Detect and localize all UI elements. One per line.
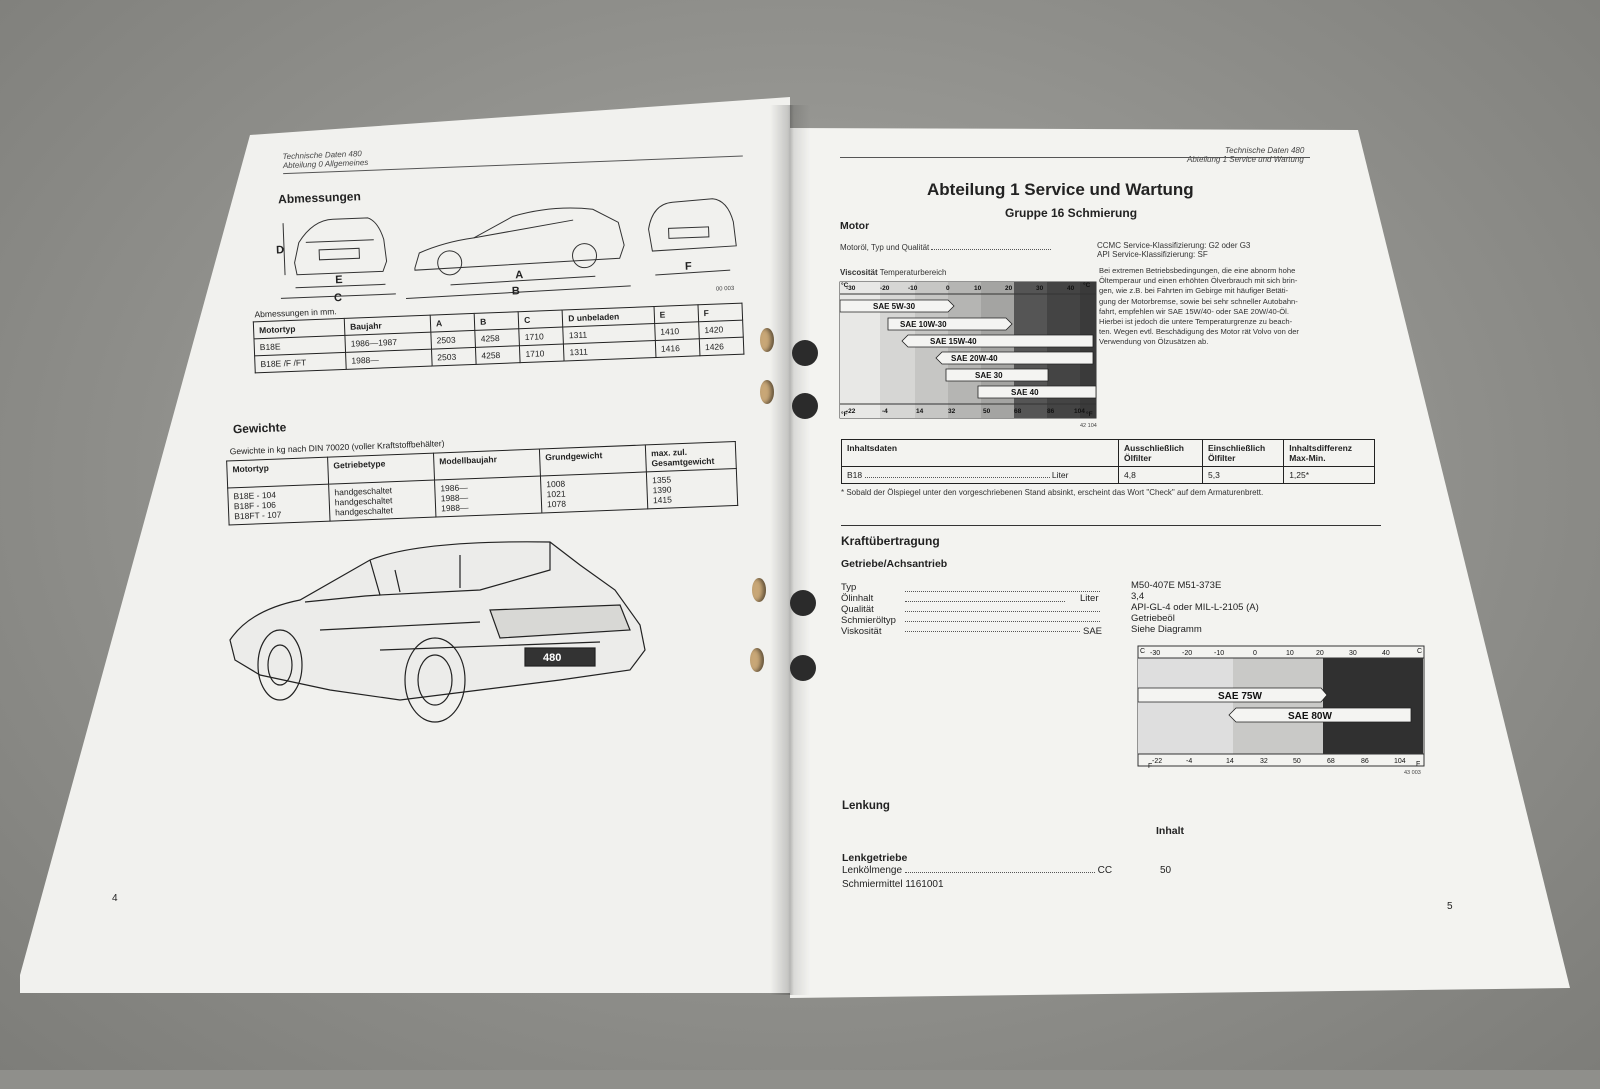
- spec-row: [841, 604, 896, 615]
- car-illustration: [220, 530, 660, 730]
- steering-amount-unit: CC: [1097, 865, 1113, 876]
- table-cell: B18E /F /FT: [255, 352, 347, 372]
- c-tick: -10: [1214, 650, 1225, 657]
- label-D: D: [275, 244, 285, 257]
- c-tick: -30: [846, 285, 856, 292]
- c-tick: 0: [946, 285, 950, 292]
- table-header: max. zul. Gesamtgewicht: [645, 441, 736, 471]
- table-cell: handgeschaltet handgeschaltet handgeschaltet: [329, 480, 436, 521]
- table-cell: 4258: [476, 346, 521, 365]
- dot-leader: [905, 582, 1100, 592]
- c-tick: 40: [1382, 650, 1390, 657]
- ccmc-classification: CCMC Service-Klassifizierung: G2 oder G3: [1097, 241, 1251, 250]
- table-cell: 1311: [564, 341, 656, 361]
- left-header-line1: Technische Daten 480: [282, 149, 362, 162]
- viscosity-label-bold: Viscosität: [840, 268, 878, 277]
- steering-heading: Lenkung: [842, 800, 890, 812]
- gear-viscosity-chart: [1136, 644, 1428, 776]
- f-tick: -22: [1152, 758, 1163, 765]
- c-unit: C: [1417, 648, 1423, 655]
- spec-row: [841, 582, 896, 593]
- right-page-number: 5: [1447, 901, 1453, 912]
- steering-column-header: Inhalt: [1156, 825, 1184, 837]
- motor-viscosity-chart: [838, 280, 1100, 430]
- spec-value: Siehe Diagramm: [1131, 624, 1202, 635]
- dimensions-title: Abmessungen: [277, 189, 362, 207]
- table-header: B: [474, 312, 519, 331]
- api-classification: API Service-Klassifizierung: SF: [1097, 250, 1208, 259]
- steering-amount-label: Lenkölmenge: [842, 865, 903, 876]
- spec-row: [841, 593, 896, 604]
- spec-value: API-GL-4 oder MIL-L-2105 (A): [1131, 602, 1259, 613]
- weights-title: Gewichte: [232, 420, 287, 437]
- spec-unit: SAE: [1083, 626, 1103, 637]
- f-tick: 104: [1394, 758, 1406, 765]
- bar-label: SAE 75W: [1218, 691, 1262, 702]
- spec-label: Viskosität: [841, 626, 882, 637]
- motor-heading: Motor: [840, 220, 870, 232]
- bar-label: SAE 20W-40: [951, 354, 998, 363]
- table-cell: 5,3: [1203, 467, 1284, 484]
- table-header: Einschließlich Ölfilter: [1203, 440, 1284, 467]
- table-cell: 1710: [520, 344, 565, 363]
- table-cell: B18E: [254, 335, 346, 355]
- dimensions-caption: Abmessungen in mm.: [254, 306, 337, 320]
- f-tick: 32: [948, 408, 956, 415]
- dot-leader: [931, 249, 1051, 250]
- c-tick: 20: [1005, 285, 1013, 292]
- c-tick: 30: [1349, 650, 1357, 657]
- transmission-heading: Kraftübertragung: [841, 534, 940, 548]
- section-divider: [841, 525, 1381, 526]
- table-header: F: [698, 303, 743, 322]
- left-header-line2: Abteilung 0 Allgemeines: [282, 157, 369, 171]
- f-unit: F: [1416, 761, 1421, 768]
- spec-label: Ölinhalt: [841, 593, 874, 604]
- c-tick: 10: [974, 285, 982, 292]
- c-tick: 30: [1036, 285, 1044, 292]
- spec-label: Typ: [841, 582, 857, 593]
- spec-value: M50-407E M51-373E: [1131, 580, 1222, 591]
- table-header-row: [842, 440, 1375, 467]
- transmission-specs: [841, 582, 896, 637]
- c-unit: °C: [1083, 282, 1091, 289]
- f-tick: -4: [882, 408, 888, 415]
- note-line: Verwendung von Ölzusätzen ab.: [1099, 337, 1209, 347]
- car-dimension-drawings: [272, 186, 746, 314]
- f-tick: 50: [1293, 758, 1301, 765]
- f-unit: °F: [841, 411, 848, 418]
- table-cell: 1426: [699, 337, 744, 356]
- bar-label: SAE 80W: [1288, 711, 1332, 722]
- bar-label: SAE 5W-30: [873, 302, 916, 311]
- table-cell: 1311: [563, 324, 655, 344]
- table-header: Ausschließlich Ölfilter: [1119, 440, 1203, 467]
- f-tick: 86: [1047, 408, 1055, 415]
- spec-unit: Liter: [1080, 593, 1099, 604]
- table-header: Motortyp: [253, 318, 345, 338]
- table-cell: 1986— 1988— 1988—: [435, 476, 542, 517]
- left-page-number: 4: [112, 893, 118, 904]
- label-E: E: [335, 273, 343, 287]
- table-header: Modellbaujahr: [433, 449, 540, 480]
- spec-value: Getriebeöl: [1131, 613, 1175, 624]
- dot-leader: [865, 477, 1050, 478]
- table-header: A: [430, 313, 475, 332]
- table-cell: 1416: [655, 339, 700, 358]
- table-cell: 1410: [654, 322, 699, 341]
- note-line: Bei extremen Betriebsbedingungen, die eine abnorm hohe: [1099, 266, 1296, 275]
- table-cell: 1986—1987: [345, 332, 432, 352]
- bar-label: SAE 10W-30: [900, 320, 947, 329]
- capacity-footnote: * Sobald der Ölspiegel unter den vorgeschriebenen Stand absinkt, erscheint das Wort "Check" auf dem Armaturenbrett.: [841, 488, 1264, 497]
- f-tick: 86: [1361, 758, 1369, 765]
- bar-label: SAE 40: [1011, 388, 1039, 397]
- table-header: Motortyp: [227, 457, 329, 488]
- table-cell: 4,8: [1119, 467, 1203, 484]
- spec-label: Schmieröltyp: [841, 615, 896, 626]
- steering-amount-row: [842, 865, 1112, 876]
- f-unit: °F: [1086, 411, 1093, 418]
- viscosity-label-text: Temperaturbereich: [879, 268, 947, 277]
- label-F: F: [684, 260, 692, 273]
- bar-label: SAE 15W-40: [930, 337, 977, 346]
- c-tick: -20: [880, 285, 890, 292]
- motor-oil-label-text: Motoröl, Typ und Qualität: [840, 243, 930, 252]
- f-tick: 14: [1226, 758, 1234, 765]
- chart-code: 42 104: [1080, 423, 1097, 429]
- right-header-line1: Technische Daten 480: [1225, 146, 1305, 155]
- bar-label: SAE 30: [975, 371, 1003, 380]
- table-cell: B18E - 104 B18F - 106 B18FT - 107: [228, 484, 330, 525]
- dot-leader: [905, 602, 1100, 612]
- f-tick: 104: [1074, 408, 1085, 415]
- table-cell: 1,25*: [1284, 467, 1375, 484]
- weights-table: [226, 441, 738, 526]
- spec-label: Qualität: [841, 604, 874, 615]
- table-header: C: [518, 310, 563, 329]
- table-cell: 2503: [431, 347, 476, 366]
- c-tick: 10: [1286, 650, 1294, 657]
- steering-sub: Lenkgetriebe: [842, 852, 908, 864]
- table-cell: 1355 1390 1415: [646, 468, 737, 508]
- spec-value: 3,4: [1131, 591, 1145, 602]
- unit-label: Liter: [1051, 470, 1069, 480]
- note-line: gung der Motorbremse, sowie bei sehr schneller Autobahn-: [1099, 296, 1298, 306]
- capacity-table: [841, 439, 1375, 484]
- c-unit: °C: [841, 282, 849, 289]
- table-header: E: [654, 305, 699, 324]
- c-tick: -30: [1150, 650, 1161, 657]
- car-badge: 480: [543, 652, 562, 664]
- table-cell: [842, 467, 1119, 484]
- right-header-line2: Abteilung 1 Service und Wartung: [1187, 155, 1304, 164]
- table-cell: 2503: [431, 330, 476, 349]
- motor-note: [1099, 266, 1299, 348]
- note-line: ten. Wegen evtl. Beschädigung des Motor rät Volvo von der: [1099, 327, 1299, 337]
- note-line: fahrt, empfehlen wir SAE 15W/40- oder SAE 20W/40-Öl.: [1099, 306, 1289, 316]
- table-row: [842, 467, 1375, 484]
- table-header: Inhaltsdifferenz Max-Min.: [1284, 440, 1375, 467]
- spec-row: [841, 626, 896, 637]
- dot-leader: [905, 612, 1100, 622]
- page-title: Abteilung 1 Service und Wartung: [927, 180, 1194, 199]
- figure-code: 00 003: [715, 285, 735, 293]
- transmission-values: [1131, 580, 1259, 635]
- table-cell: 1008 1021 1078: [540, 472, 647, 513]
- c-tick: -20: [1182, 650, 1193, 657]
- c-unit: C: [1140, 648, 1146, 655]
- c-tick: 20: [1316, 650, 1324, 657]
- table-header: Getriebetype: [328, 453, 435, 484]
- steering-lubricant: Schmiermittel 1161001: [842, 879, 944, 890]
- f-unit: F: [1148, 763, 1153, 770]
- steering-amount-value: 50: [1160, 865, 1172, 876]
- table-header: Inhaltsdaten: [842, 440, 1119, 467]
- table-cell: 4258: [475, 329, 520, 348]
- note-line: Öltemperaur und einen erhöhten Ölverbrauch mit sich brin-: [1099, 276, 1298, 286]
- table-cell: 1420: [699, 320, 744, 339]
- spec-row: [841, 615, 896, 626]
- right-header-rule: [840, 157, 1310, 158]
- f-tick: -22: [846, 408, 856, 415]
- label-B: B: [511, 285, 521, 298]
- note-line: gen, wie z.B. bei Fahrten im Gebirge mit häufiger Betäti-: [1099, 286, 1289, 296]
- label-A: A: [514, 269, 524, 282]
- f-tick: 14: [916, 408, 924, 415]
- note-line: Hierbei ist jedoch die untere Temperaturgrenze zu beach-: [1099, 317, 1293, 327]
- c-tick: 0: [1253, 650, 1257, 657]
- label-C: C: [333, 291, 343, 305]
- table-header: Baujahr: [344, 315, 431, 335]
- chart-code: 43 003: [1404, 770, 1421, 776]
- c-tick: 40: [1067, 285, 1075, 292]
- page-subtitle: Gruppe 16 Schmierung: [1005, 206, 1138, 220]
- dot-leader: [905, 622, 1080, 632]
- spec-leaders: [905, 582, 1100, 632]
- f-tick: 68: [1327, 758, 1335, 765]
- c-tick: -10: [908, 285, 918, 292]
- f-tick: -4: [1186, 758, 1193, 765]
- table-header: D unbeladen: [562, 307, 654, 327]
- f-tick: 68: [1014, 408, 1022, 415]
- transmission-subheading: Getriebe/Achsantrieb: [841, 558, 948, 570]
- row-label: B18: [847, 470, 863, 480]
- table-cell: 1988—: [346, 349, 433, 369]
- dot-leader: [905, 592, 1065, 602]
- f-tick: 32: [1260, 758, 1268, 765]
- motor-oil-label: [840, 243, 1051, 252]
- weights-caption: Gewichte in kg nach DIN 70020 (voller Kraftstoffbehälter): [229, 438, 445, 457]
- table-header: Grundgewicht: [539, 445, 646, 476]
- f-tick: 50: [983, 408, 991, 415]
- viscosity-label: [840, 268, 946, 277]
- dot-leader: [905, 872, 1095, 873]
- table-cell: 1710: [519, 327, 564, 346]
